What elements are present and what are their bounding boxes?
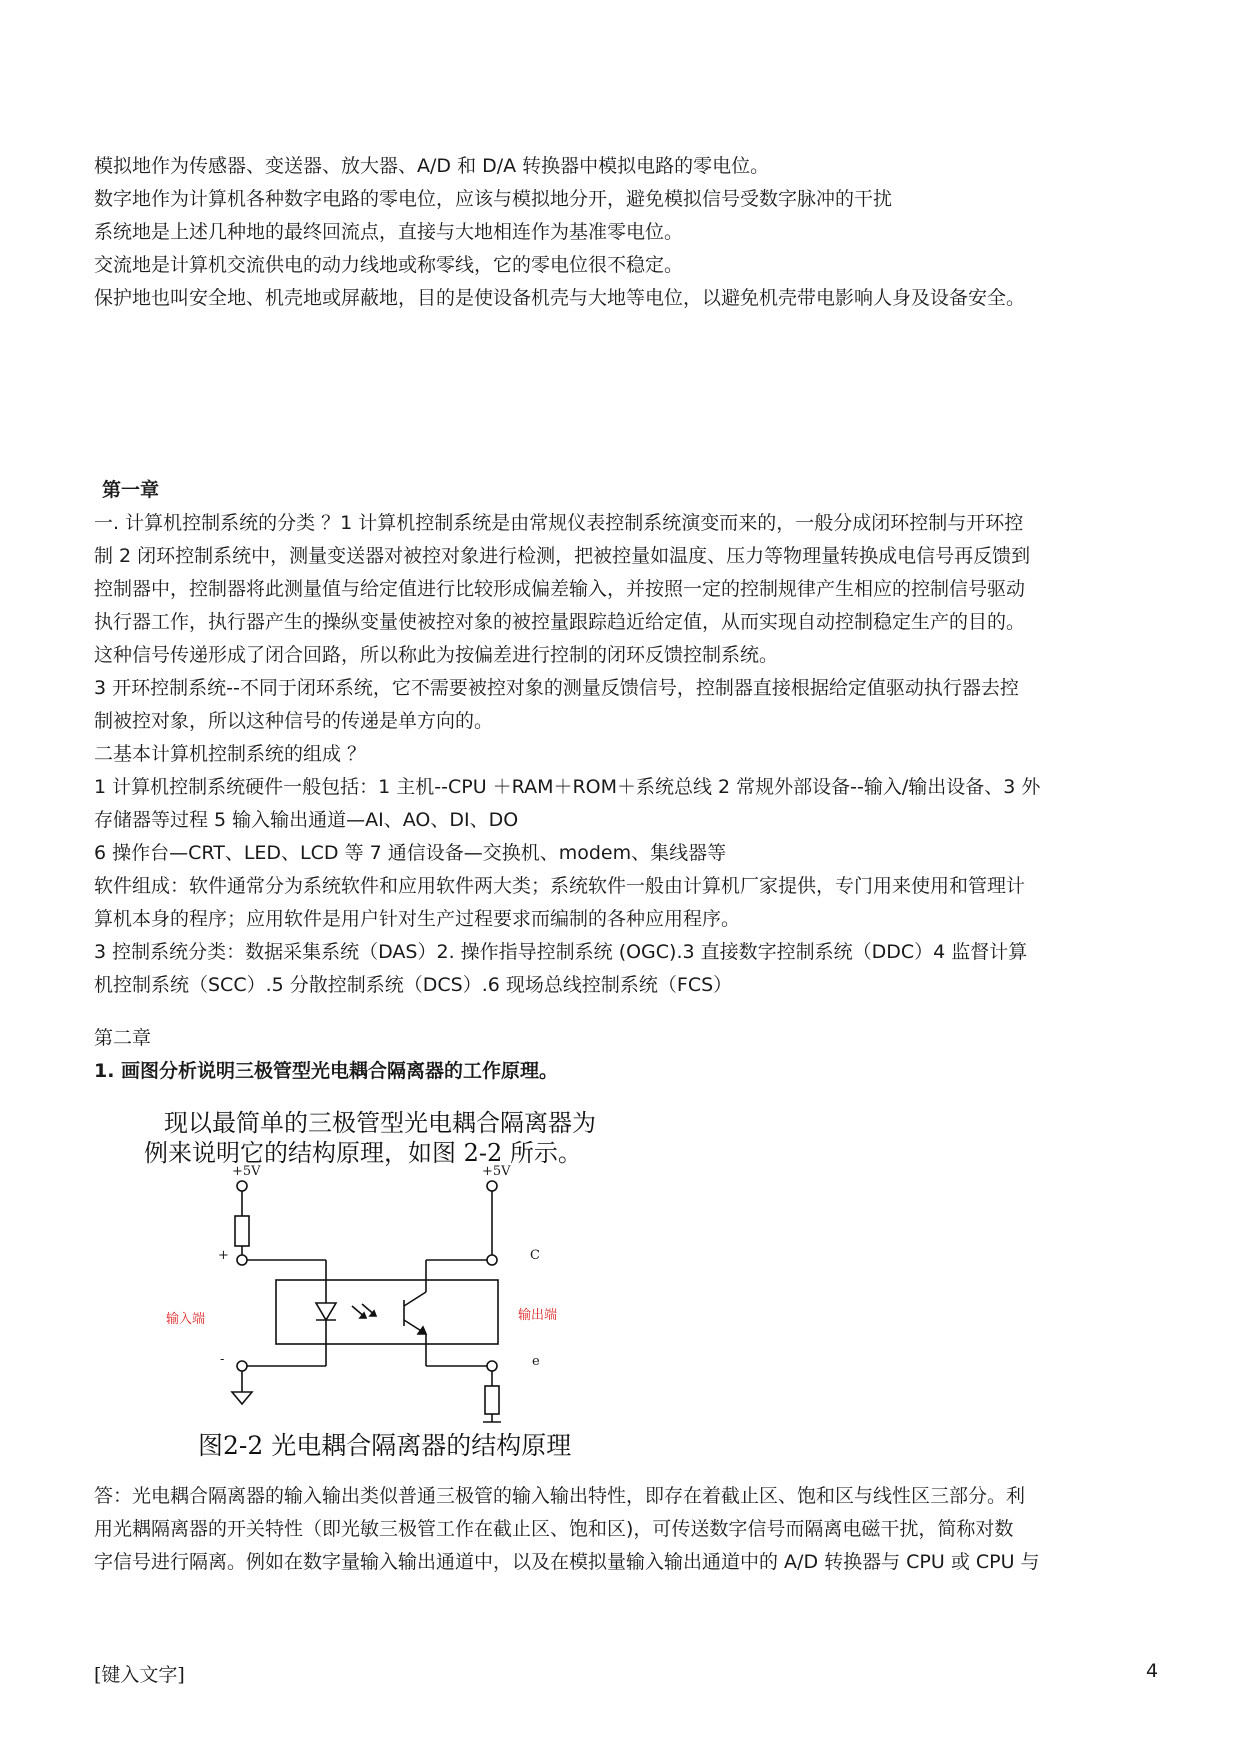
ground-line-analog: 模拟地作为传感器、变送器、放大器、A/D 和 D/A 转换器中模拟电路的零电位。 [94, 155, 770, 177]
ground-line-system: 系统地是上述几种地的最终回流点，直接与大地相连作为基准零电位。 [94, 221, 684, 243]
page-number: 4 [1146, 1660, 1159, 1682]
chapter1-line: 控制器中，控制器将此测量值与给定值进行比较形成偏差输入，并按照一定的控制规律产生相应的控制信号驱动 [94, 578, 1026, 600]
label-emitter: e [532, 1354, 540, 1369]
chapter1-line: 制被控对象，所以这种信号的传递是单方向的。 [94, 710, 494, 732]
chapter1-line: 算机本身的程序；应用软件是用户针对生产过程要求而编制的各种应用程序。 [94, 908, 741, 930]
chapter1-line: 存储器等过程 5 输入输出通道—AI、AO、DI、DO [94, 809, 519, 831]
label-input-end: 输入端 [166, 1312, 206, 1327]
chapter1-line: 一. 计算机控制系统的分类 ？1 计算机控制系统是由常规仪表控制系统演变而来的，一般分成闭环控制与开环控 [94, 512, 1024, 534]
chapter1-line: 二基本计算机控制系统的组成 ？ [94, 743, 367, 765]
answer-line: 答：光电耦合隔离器的输入输出类似普通三极管的输入输出特性，即存在着截止区、饱和区与线性区三部分。利 [94, 1485, 1026, 1507]
chapter1-line: 6 操作台—CRT、LED、LCD 等 7 通信设备—交换机、modem、集线器等 [94, 842, 727, 864]
label-vcc-right: +5V [482, 1164, 511, 1179]
optocoupler-circuit-diagram [140, 1108, 660, 1428]
label-plus: + [218, 1248, 229, 1263]
chapter1-title: 第一章 [102, 479, 160, 501]
chapter1-line: 软件组成：软件通常分为系统软件和应用软件两大类；系统软件一般由计算机厂家提供，专门用来使用和管理计 [94, 875, 1026, 897]
figure-caption: 图2-2 光电耦合隔离器的结构原理 [198, 1431, 572, 1460]
chapter1-line: 这种信号传递形成了闭合回路，所以称此为按偏差进行控制的闭环反馈控制系统。 [94, 644, 779, 666]
chapter1-line: 制 2 闭环控制系统中，测量变送器对被控对象进行检测，把被控量如温度、压力等物理量转换成电信号再反馈到 [94, 545, 1031, 567]
label-collector: C [530, 1248, 540, 1263]
label-vcc-left: +5V [232, 1164, 261, 1179]
chapter1-line: 执行器工作，执行器产生的操纵变量使被控对象的被控量跟踪趋近给定值，从而实现自动控制稳定生产的目的。 [94, 611, 1026, 633]
answer-line: 字信号进行隔离。例如在数字量输入输出通道中，以及在模拟量输入输出通道中的 A/D 转换器与 CPU 或 CPU 与 [94, 1551, 1040, 1573]
footer-placeholder-text[interactable]: [键入文字] [94, 1664, 185, 1686]
chapter1-line: 3 开环控制系统--不同于闭环系统，它不需要被控对象的测量反馈信号，控制器直接根据给定值驱动执行器去控 [94, 677, 1019, 699]
chapter1-line: 机控制系统（SCC）.5 分散控制系统（DCS）.6 现场总线控制系统（FCS） [94, 974, 733, 996]
answer-line: 用光耦隔离器的开关特性（即光敏三极管工作在截止区、饱和区)，可传送数字信号而隔离电磁干扰，简称对数 [94, 1518, 1014, 1540]
optocoupler-figure [140, 1108, 660, 1470]
chapter2-question: 1. 画图分析说明三极管型光电耦合隔离器的工作原理。 [94, 1060, 559, 1082]
figure-intro-line1: 现以最简单的三极管型光电耦合隔离器为 [164, 1109, 596, 1137]
chapter1-line: 1 计算机控制系统硬件一般包括：1 主机--CPU ＋RAM＋ROM＋系统总线 2 常规外部设备--输入/输出设备、3 外 [94, 776, 1041, 798]
ground-line-digital: 数字地作为计算机各种数字电路的零电位，应该与模拟地分开，避免模拟信号受数字脉冲的干扰 [94, 188, 893, 210]
ground-line-protective: 保护地也叫安全地、机壳地或屏蔽地，目的是使设备机壳与大地等电位，以避免机壳带电影响人身及设备安全。 [94, 287, 1026, 309]
label-minus: - [220, 1352, 225, 1367]
figure-intro-line2: 例来说明它的结构原理，如图 2-2 所示。 [144, 1139, 582, 1167]
ground-line-ac: 交流地是计算机交流供电的动力线地或称零线，它的零电位很不稳定。 [94, 254, 684, 276]
chapter2-title: 第二章 [94, 1027, 152, 1049]
label-output-end: 输出端 [518, 1308, 558, 1323]
chapter1-line: 3 控制系统分类：数据采集系统（DAS）2. 操作指导控制系统 (OGC).3 直接数字控制系统（DDC）4 监督计算 [94, 941, 1028, 963]
